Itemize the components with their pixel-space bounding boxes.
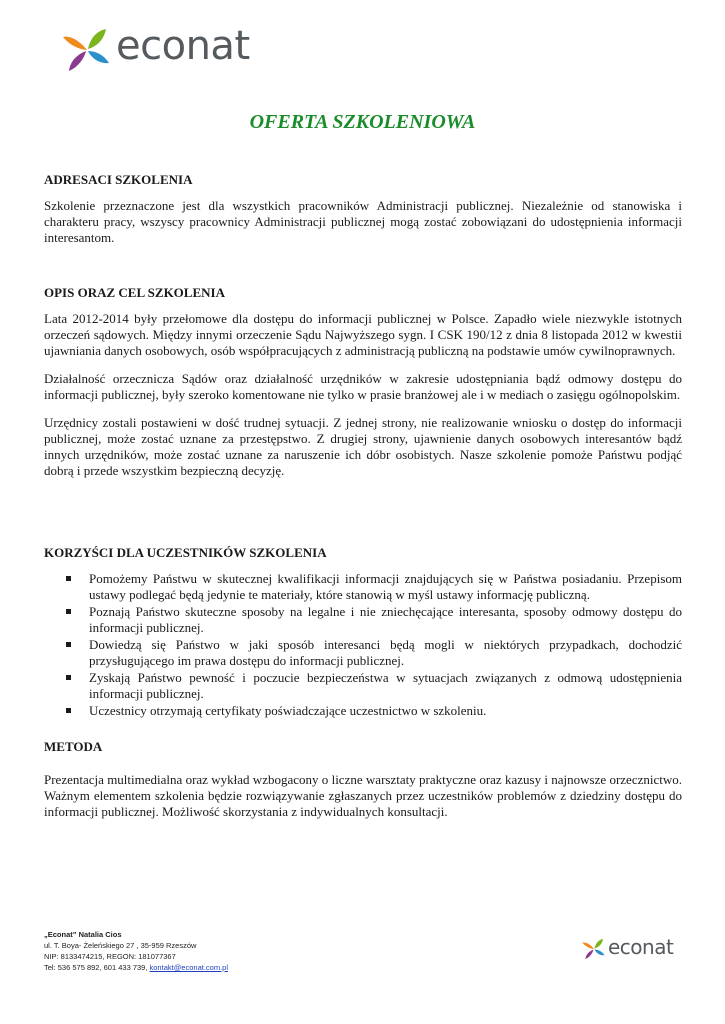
econat-leaf-logo-icon [582,936,606,960]
bullet-square-icon [66,708,71,713]
bullet-square-icon [66,642,71,647]
list-item [44,703,682,719]
paragraph: Prezentacja multimedialna oraz wykład wzbogacony o liczne warsztaty praktyczne oraz kazusy i najnowsze orzecznictwo. Ważnym elementem szkolenia będzie rozwiązywanie zgłaszanych przez uczestników problemów z dziedziny dostępu do informacji publicznej. Możliwość skorzystania z indywidualnych konsultacji. [44,772,682,819]
econat-footer-logo [582,936,673,960]
list-item-text: Pomożemy Państwu w skutecznej kwalifikacji informacji znajdujących się w Państwa posiadaniu. Przepisom ustawy podlegać będą jedynie te materiały, które stanowią w myśl ustawy informację publiczną. [89,571,682,602]
paragraph: Lata 2012-2014 były przełomowe dla dostępu do informacji publicznej w Polsce. Zapadło wiele niezwykle istotnych orzeczeń sądowych. Między innymi orzeczenie Sądu Najwyższego sygn. I CSK 190/12 z dnia 8 listopada 2012 w kwestii ujawniania danych osobowych, osób współpracujących z administracją publiczną na podstawie umów cywilnoprawnych. [44,311,682,358]
list-item-text: Poznają Państwo skuteczne sposoby na legalne i nie zniechęcające interesanta, sposoby odmowy dostępu do informacji publicznej. [89,604,682,635]
footer-address: ul. T. Boya- Żeleńskiego 27 , 35-959 Rzeszów [44,941,197,950]
section-heading: OPIS ORAZ CEL SZKOLENIA [44,285,225,300]
list-item [44,604,682,636]
list-item [44,571,682,603]
list-item [44,670,682,702]
paragraph: Działalność orzecznicza Sądów oraz działalność urzędników w zakresie udostępniania bądź odmowy dostępu do informacji publicznej, były szeroko komentowane nie tylko w prasie branżowej ale i w mediach o zasięgu ogólnopolskim. [44,371,682,402]
section-method [44,739,682,820]
section-heading: KORZYŚCI DLA UCZESTNIKÓW SZKOLENIA [44,545,327,560]
footer-ids: NIP: 8133474215, REGON: 181077367 [44,952,176,961]
bullet-square-icon [66,609,71,614]
section-heading: METODA [44,739,103,754]
econat-logo-text: econat [608,935,674,959]
econat-leaf-logo-icon [62,23,112,73]
benefits-list [44,571,682,719]
section-benefits [44,545,682,720]
footer-email-link[interactable]: kontakt@econat.com.pl [149,963,229,972]
paragraph: Szkolenie przeznaczone jest dla wszystkich pracowników Administracji publicznej. Niezależnie od stanowiska i charakteru pracy, wszyscy pracownicy Administracji publicznej mogą zostać zobowiązani do udostępnienia informacji interesantom. [44,198,682,245]
list-item-text: Uczestnicy otrzymają certyfikaty poświadczające uczestnictwo w szkoleniu. [89,703,487,718]
econat-logo [62,22,250,74]
section-description [44,285,682,479]
list-item-text: Dowiedzą się Państwo w jaki sposób interesanci będą mogli w niektórych przypadkach, dochodzić przysługującego im prawa dostępu do informacji publicznej. [89,637,682,668]
bullet-square-icon [66,576,71,581]
document-title: OFERTA SZKOLENIOWA [249,111,476,133]
list-item-text: Zyskają Państwo pewność i poczucie bezpieczeństwa w sytuacjach związanych z odmową udostępnienia informacji publicznej. [89,670,682,701]
footer-contact [44,929,304,973]
bullet-square-icon [66,675,71,680]
footer-phone-line [44,962,304,973]
footer-company: „Econat” Natalia Cios [44,930,122,939]
econat-logo-text: econat [116,23,250,69]
section-heading: ADRESACI SZKOLENIA [44,172,193,187]
paragraph: Urzędnicy zostali postawieni w dość trudnej sytuacji. Z jednej strony, nie realizowanie wniosku o dostęp do informacji publicznej, może zostać uznane za przestępstwo. Z drugiej strony, ujawnienie danych osobowych interesantów bądź innych urzędników, może zostać uznane za naruszenie ich dóbr osobistych. Nasze szkolenie pomoże Państwu podjąć dobrą i przede wszystkim bezpieczną decyzję. [44,415,682,478]
footer-phone: Tel: 536 575 892, 601 433 739, [44,963,150,972]
section-addressees [44,172,682,246]
list-item [44,637,682,669]
